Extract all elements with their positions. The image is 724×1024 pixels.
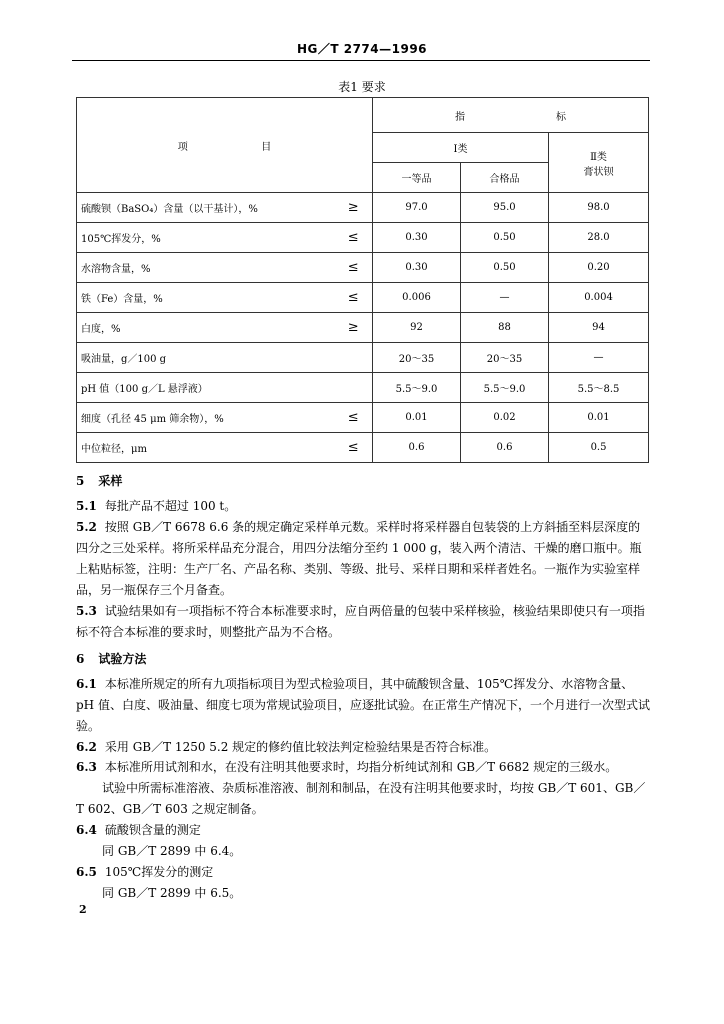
standard-code: HG／T 2774—1996 xyxy=(296,42,428,56)
table-row xyxy=(77,223,649,253)
header-class2 xyxy=(549,133,649,193)
row-value-class2: 5.5～8.5 xyxy=(549,373,649,403)
row-value-grade1: 0.30 xyxy=(373,223,461,253)
header-indicator-char1: 指 xyxy=(455,111,465,123)
clause-text: 按照 GB／T 6678 6.6 条的规定确定采样单元数。采样时将采样器自包装袋的上方斜插至料层深度的四分之三处采样。将所采样品充分混合，用四分法缩分至约 1 000 g，装入两个清洁、干燥的磨口瓶中。瓶上粘贴标签，注明：生产厂名、产品名称、类别、等级、批号、采样日期和采样者姓名。一瓶作为实验室样品，另一瓶保存三个月备查。 xyxy=(76,520,642,597)
row-value-grade1: 5.5～9.0 xyxy=(373,373,461,403)
row-value-grade1: 92 xyxy=(373,313,461,343)
table-row xyxy=(77,373,649,403)
row-value-grade2: 0.6 xyxy=(461,433,549,463)
header-item-char1: 项 xyxy=(177,141,188,153)
clause-6-5-heading xyxy=(76,863,213,880)
table-row xyxy=(77,283,649,313)
section-6-number: 6 xyxy=(76,652,85,666)
row-symbol: ≤ xyxy=(335,253,373,283)
row-item: 吸油量，g／100 g xyxy=(77,343,335,373)
clause-6-2 xyxy=(76,737,650,758)
clause-6-4-text: 同 GB／T 2899 中 6.4。 xyxy=(102,844,242,858)
clause-6-3-line2: 试验中所需标准溶液、杂质标准溶液、制剂和制品，在没有注明其他要求时，均按 GB／T 601、GB／ xyxy=(102,781,646,795)
row-value-class2: 0.01 xyxy=(549,403,649,433)
section-5-heading xyxy=(76,472,136,489)
row-value-grade1: 0.006 xyxy=(373,283,461,313)
header-class1: Ⅰ类 xyxy=(373,133,549,163)
header-class2-line1: Ⅱ类 xyxy=(590,151,607,163)
page-number: 2 xyxy=(79,903,87,916)
clause-number: 6.2 xyxy=(76,740,97,754)
clause-number: 6.4 xyxy=(76,823,97,837)
header-class2-line2: 膏状钡 xyxy=(583,166,614,178)
table-row xyxy=(77,253,649,283)
row-value-grade1: 20～35 xyxy=(373,343,461,373)
clause-5-2 xyxy=(76,517,650,601)
clause-number: 6.3 xyxy=(76,760,97,774)
section-6-title: 试验方法 xyxy=(98,652,147,666)
row-value-grade1: 0.30 xyxy=(373,253,461,283)
clause-text: 试验结果如有一项指标不符合本标准要求时，应自两倍量的包装中采样核验，核验结果即使只有一项指标不符合本标准的要求时，则整批产品为不合格。 xyxy=(76,604,645,639)
row-item: 细度（孔径 45 μm 筛余物），% xyxy=(77,403,335,433)
row-symbol: ≤ xyxy=(335,223,373,253)
section-5-number: 5 xyxy=(76,474,85,488)
clause-5-1 xyxy=(76,496,650,517)
row-value-class2: — xyxy=(549,343,649,373)
row-symbol: ≤ xyxy=(335,283,373,313)
row-item: 白度，% xyxy=(77,313,335,343)
row-value-grade2: 88 xyxy=(461,313,549,343)
table-caption: 表1 要求 xyxy=(338,80,386,94)
clause-6-4-heading xyxy=(76,821,201,838)
row-item: 水溶物含量，% xyxy=(77,253,335,283)
clause-6-5-text: 同 GB／T 2899 中 6.5。 xyxy=(102,886,242,900)
row-value-class2: 0.20 xyxy=(549,253,649,283)
row-value-grade2: 5.5～9.0 xyxy=(461,373,549,403)
row-item: 105℃挥发分，% xyxy=(77,223,335,253)
clause-number: 6.1 xyxy=(76,677,97,691)
table-row xyxy=(77,433,649,463)
row-symbol: ≤ xyxy=(335,433,373,463)
row-symbol: ≥ xyxy=(335,193,373,223)
row-symbol xyxy=(335,343,373,373)
row-value-grade1: 0.01 xyxy=(373,403,461,433)
row-value-grade2: — xyxy=(461,283,549,313)
table-row xyxy=(77,193,649,223)
clause-6-1 xyxy=(76,674,650,737)
header-item-char2: 目 xyxy=(261,141,272,153)
clause-number: 6.5 xyxy=(76,865,97,879)
clause-title: 105℃挥发分的测定 xyxy=(104,865,214,879)
row-value-class2: 98.0 xyxy=(549,193,649,223)
row-symbol: ≥ xyxy=(335,313,373,343)
row-value-class2: 0.004 xyxy=(549,283,649,313)
requirements-table xyxy=(76,97,649,463)
row-value-class2: 0.5 xyxy=(549,433,649,463)
row-value-grade2: 20～35 xyxy=(461,343,549,373)
clause-6-3-line1 xyxy=(76,758,617,775)
header-indicator xyxy=(373,98,649,133)
row-value-grade2: 0.02 xyxy=(461,403,549,433)
row-item: 硫酸钡（BaSO₄）含量（以干基计），% xyxy=(77,193,335,223)
table-body xyxy=(77,193,649,463)
clause-number: 5.3 xyxy=(76,604,97,618)
row-value-grade2: 0.50 xyxy=(461,253,549,283)
clause-text: 本标准所用试剂和水，在没有注明其他要求时，均指分析纯试剂和 GB／T 6682 规定的三级水。 xyxy=(104,760,618,774)
row-item: 中位粒径，μm xyxy=(77,433,335,463)
clause-number: 5.2 xyxy=(76,520,97,534)
section-6-heading xyxy=(76,650,160,667)
row-value-class2: 94 xyxy=(549,313,649,343)
clause-6-3-line3: T 602、GB／T 603 之规定制备。 xyxy=(76,802,264,816)
header-rule xyxy=(72,60,650,61)
clause-text: 采用 GB／T 1250 5.2 规定的修约值比较法判定检验结果是否符合标准。 xyxy=(104,740,497,754)
header-indicator-char2: 标 xyxy=(556,111,567,123)
header-grade2: 合格品 xyxy=(461,163,549,193)
row-value-class2: 28.0 xyxy=(549,223,649,253)
clause-title: 硫酸钡含量的测定 xyxy=(104,823,201,837)
section-5-title: 采样 xyxy=(98,474,123,488)
row-symbol: ≤ xyxy=(335,403,373,433)
row-value-grade1: 97.0 xyxy=(373,193,461,223)
row-item: pH 值（100 g／L 悬浮液） xyxy=(77,373,335,403)
table-row xyxy=(77,403,649,433)
row-value-grade1: 0.6 xyxy=(373,433,461,463)
row-item: 铁（Fe）含量，% xyxy=(77,283,335,313)
table-row xyxy=(77,313,649,343)
table-row xyxy=(77,343,649,373)
clause-text: 每批产品不超过 100 t。 xyxy=(104,499,237,513)
row-value-grade2: 0.50 xyxy=(461,223,549,253)
clause-text: 本标准所规定的所有九项指标项目为型式检验项目，其中硫酸钡含量、105℃挥发分、水溶物含量、pH 值、白度、吸油量、细度七项为常规试验项目，应逐批试验。在正常生产情况下，一个月进行一次型式试验。 xyxy=(76,677,650,733)
clause-number: 5.1 xyxy=(76,499,97,513)
header-grade1: 一等品 xyxy=(373,163,461,193)
clause-5-3 xyxy=(76,601,650,643)
header-item xyxy=(77,98,373,193)
row-value-grade2: 95.0 xyxy=(461,193,549,223)
row-symbol xyxy=(335,373,373,403)
